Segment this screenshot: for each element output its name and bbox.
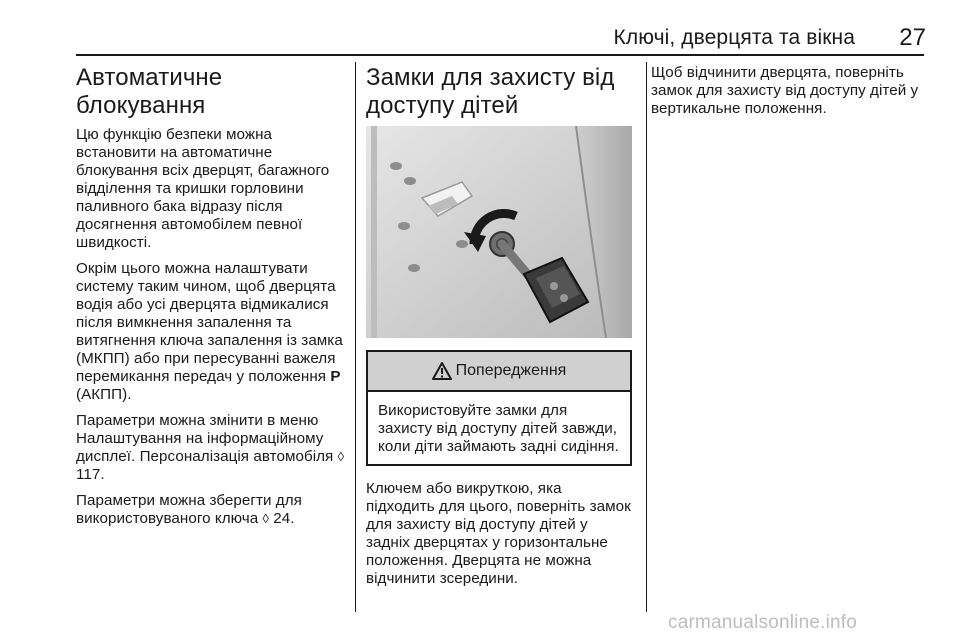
- page-header-title: Ключі, дверцята та вікна: [613, 26, 855, 49]
- page-number: 27: [899, 24, 926, 51]
- gear-position-p: P: [330, 368, 341, 385]
- warning-box: [366, 350, 632, 466]
- warning-title: Попередження: [455, 362, 567, 379]
- paragraph: [76, 260, 348, 404]
- warning-body: [368, 392, 630, 464]
- column-divider-right: [646, 62, 647, 612]
- section-heading-auto-locking: Автоматичне блокування: [76, 64, 223, 119]
- text-span: Параметри можна змінити в меню Налаштування на інформаційному дисплеї. Персоналізація автомобіля: [76, 412, 338, 465]
- paragraph: Щоб відчинити дверцята, поверніть замок для захисту від доступу дітей у вертикальне положення.: [651, 64, 919, 117]
- warning-triangle-icon: [432, 362, 452, 380]
- page-reference-link[interactable]: 117.: [76, 466, 105, 483]
- warning-text: Використовуйте замки для захисту від доступу дітей завжди, коли діти займають задні сидіння.: [378, 402, 619, 455]
- column-child-locks: [366, 64, 634, 596]
- page-reference-icon: ◊: [262, 511, 269, 526]
- paragraph: Цю функцію безпеки можна встановити на автоматичне блокування всіх дверцят, багажного відділення та кришки горловини паливного бака відразу після досягнення автомобілем певної швидкості.: [76, 126, 330, 251]
- text-span: Окрім цього можна налаштувати систему таким чином, щоб дверцята водія або усі дверцята відмикалися після вимкнення запалення та витягнення ключа запалення із замка (МКПП) або при пересуванні важеля перемикання передач у положення: [76, 260, 343, 385]
- door-key-illustration: [366, 126, 632, 338]
- header-rule: [76, 54, 924, 56]
- page-reference-icon: ◊: [337, 449, 345, 464]
- paragraph: [76, 412, 348, 484]
- text-span: Параметри можна зберегти для використовуваного ключа: [76, 492, 302, 527]
- page-reference-link[interactable]: 24.: [273, 510, 295, 527]
- paragraph: [76, 492, 348, 528]
- column-continuation: [651, 64, 929, 126]
- paragraph: Ключем або викруткою, яка підходить для цього, поверніть замок для захисту від доступу дітей у задніх дверцятах у горизонтальне положення. Дверцята не можна відчинити зсередини.: [366, 480, 631, 587]
- column-auto-locking: [76, 64, 348, 536]
- warning-header: [368, 352, 630, 392]
- watermark: carmanualsonline.info: [668, 612, 858, 633]
- section-heading-child-locks: Замки для захисту від доступу дітей: [366, 64, 615, 119]
- text-span: (АКПП).: [76, 386, 132, 403]
- column-divider-left: [355, 62, 356, 612]
- child-lock-illustration: [366, 126, 632, 338]
